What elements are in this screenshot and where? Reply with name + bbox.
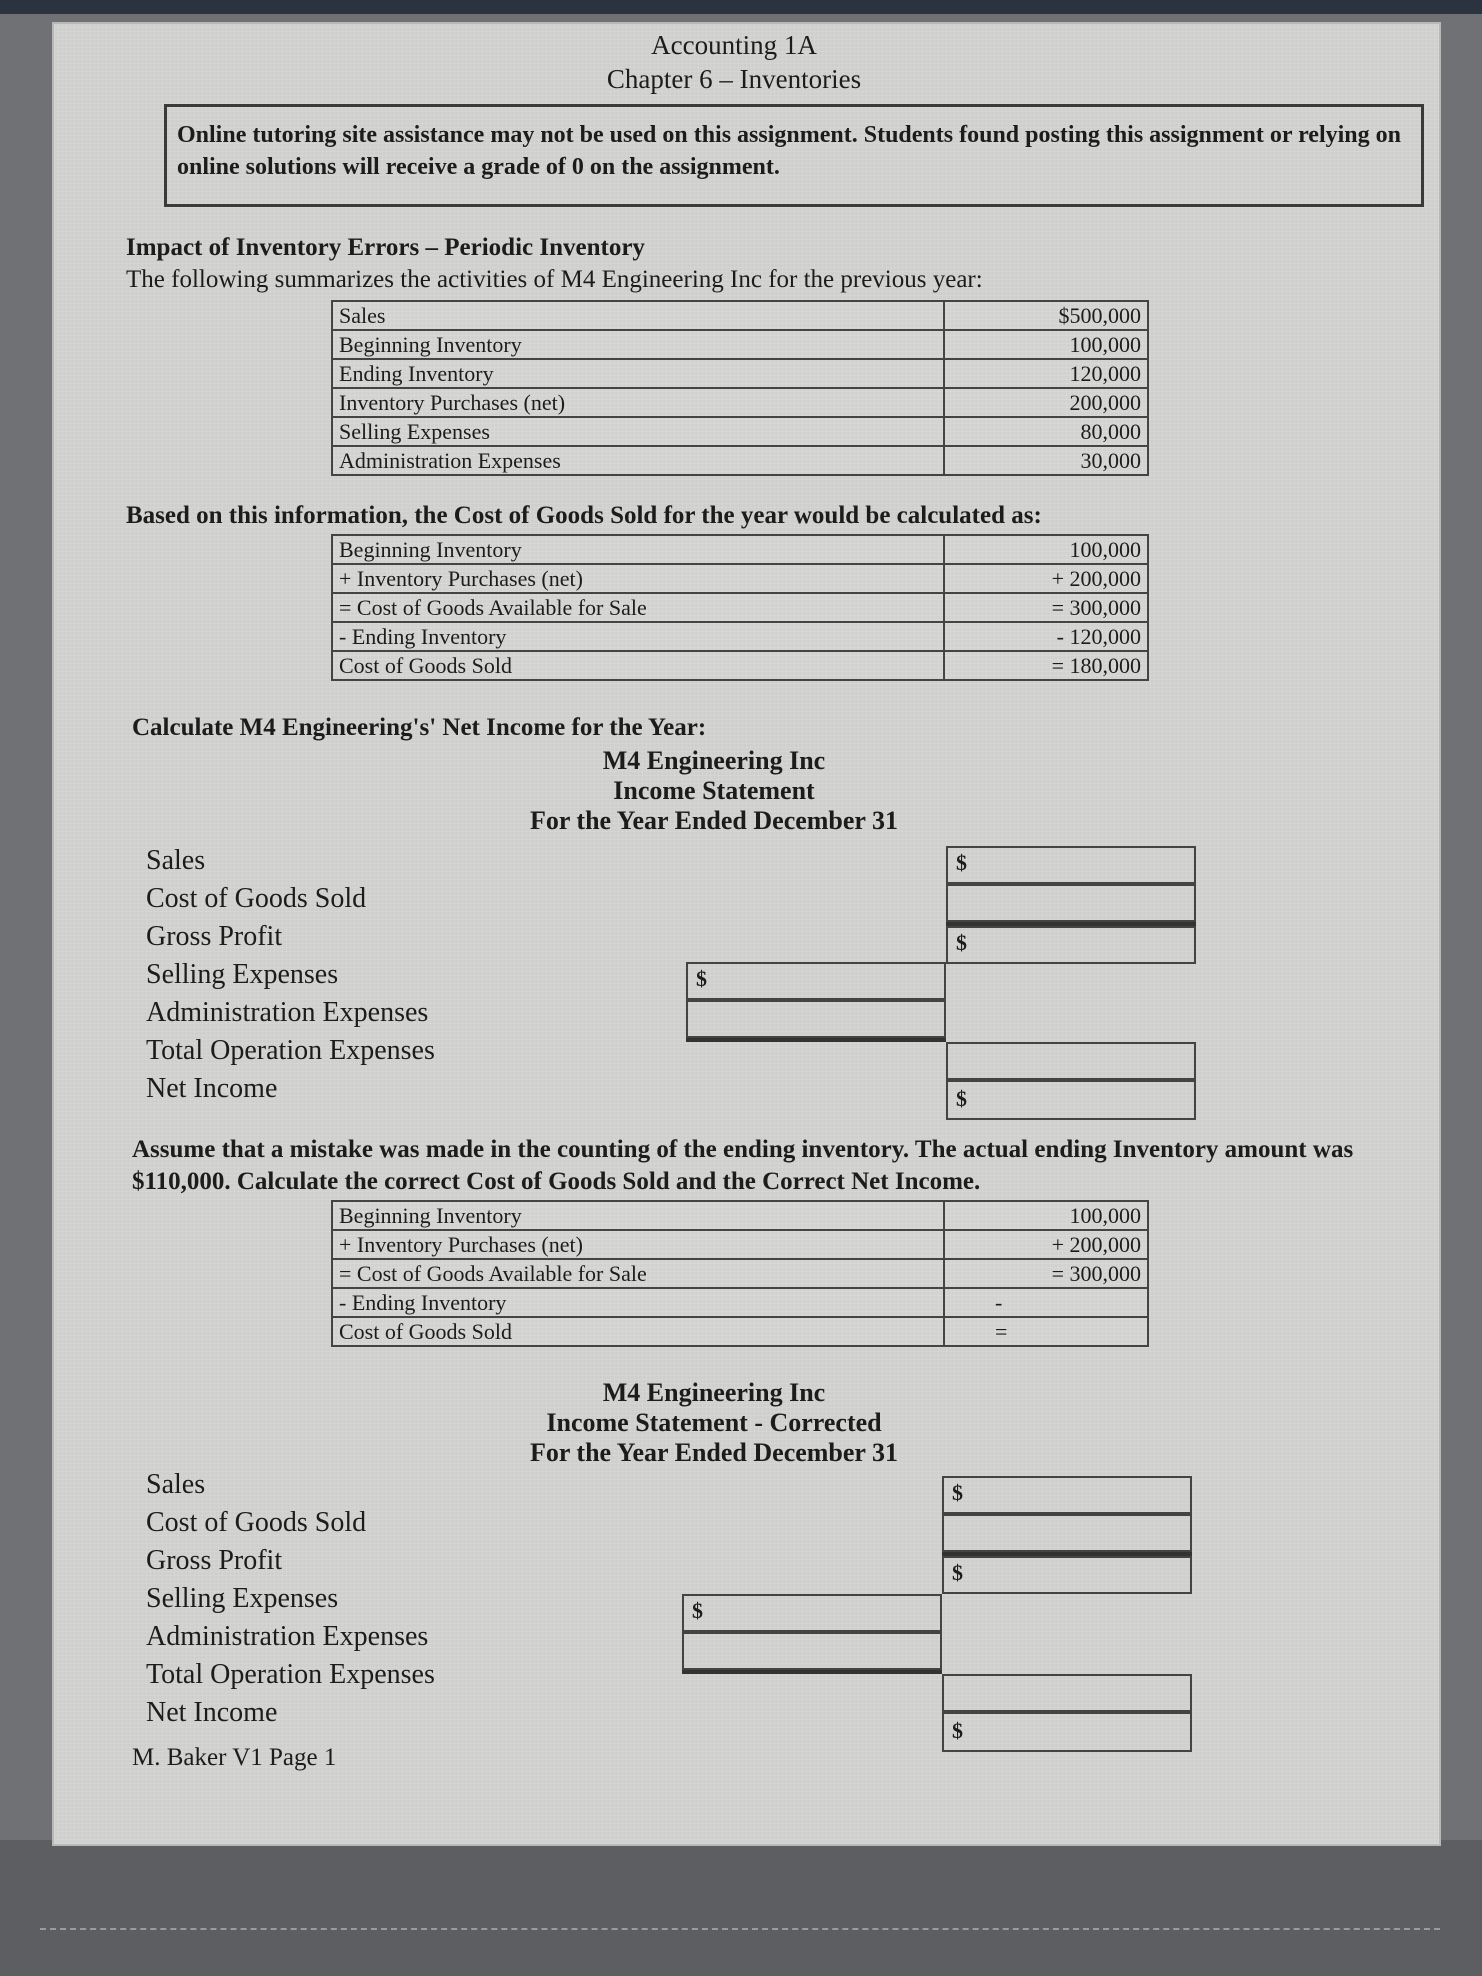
dollar-sign: $	[696, 966, 707, 991]
line-net-income: Net Income	[146, 1697, 278, 1728]
dollar-sign: $	[692, 1598, 703, 1623]
line-sales: Sales	[146, 1469, 206, 1500]
table-row	[332, 301, 1148, 330]
row-label: Beginning Inventory	[332, 1201, 944, 1230]
line-gross-profit: Gross Profit	[146, 921, 283, 952]
cogs-table	[331, 534, 1149, 681]
row-label: = Cost of Goods Available for Sale	[332, 593, 944, 622]
cogs-intro: Based on this information, the Cost of Goods Sold for the year would be calculated as:	[126, 502, 1042, 529]
table-row	[332, 1201, 1148, 1230]
row-label: Beginning Inventory	[332, 535, 944, 564]
row-value: 120,000	[944, 359, 1148, 388]
row-value: 30,000	[944, 446, 1148, 475]
line-net-income: Net Income	[146, 1073, 278, 1104]
table-row	[332, 622, 1148, 651]
line-selling-expenses: Selling Expenses	[146, 959, 339, 990]
course-title: Accounting 1A	[651, 30, 817, 60]
table-row	[332, 593, 1148, 622]
row-label: Cost of Goods Sold	[332, 1317, 944, 1346]
sales-input-box[interactable]	[942, 1476, 1192, 1514]
row-label: + Inventory Purchases (net)	[332, 1230, 944, 1259]
table-row	[332, 330, 1148, 359]
corrected-cogs-table	[331, 1200, 1149, 1347]
line-total-operation-expenses: Total Operation Expenses	[146, 1035, 435, 1066]
statement-company: M4 Engineering Inc	[602, 746, 826, 775]
document-page	[52, 22, 1441, 1846]
row-value: = 180,000	[944, 651, 1148, 680]
row-value: - 120,000	[944, 622, 1148, 651]
table-row	[332, 1259, 1148, 1288]
line-gross-profit: Gross Profit	[146, 1545, 283, 1576]
net-income-input-box[interactable]	[942, 1712, 1192, 1752]
row-value: 100,000	[944, 330, 1148, 359]
line-total-operation-expenses: Total Operation Expenses	[146, 1659, 435, 1690]
chapter-title: Chapter 6 – Inventories	[606, 64, 862, 94]
notice-box	[164, 104, 1424, 207]
row-value-input[interactable]: -	[944, 1288, 1148, 1317]
dollar-sign: $	[952, 1480, 963, 1505]
net-income-prompt: Calculate M4 Engineering's' Net Income for the Year:	[132, 714, 707, 741]
page-footer: M. Baker V1 Page 1	[132, 1744, 337, 1771]
row-label: + Inventory Purchases (net)	[332, 564, 944, 593]
table-row	[332, 1317, 1148, 1346]
row-value-input[interactable]: =	[944, 1317, 1148, 1346]
divider	[40, 1928, 1440, 1930]
row-label: Beginning Inventory	[332, 330, 944, 359]
dollar-sign: $	[956, 930, 967, 955]
table-row	[332, 1288, 1148, 1317]
selling-expenses-input-box[interactable]	[682, 1594, 942, 1632]
monitor-top-bezel	[0, 0, 1482, 14]
table-row	[332, 1230, 1148, 1259]
admin-expenses-input-box[interactable]	[686, 1000, 946, 1038]
cogs-input-box[interactable]	[942, 1514, 1192, 1552]
mistake-text: Assume that a mistake was made in the counting of the ending inventory. The actual ending Inventory amount was $110,000. Calculate the correct Cost of Goods Sold and the Correct Net Income.	[132, 1136, 1354, 1195]
row-label: = Cost of Goods Available for Sale	[332, 1259, 944, 1288]
row-label: - Ending Inventory	[332, 622, 944, 651]
dollar-sign: $	[956, 1086, 967, 1111]
selling-expenses-input-box[interactable]	[686, 962, 946, 1000]
table-row	[332, 417, 1148, 446]
cogs-input-box[interactable]	[946, 884, 1196, 922]
screen-bottom-area	[0, 1840, 1482, 1976]
line-cogs: Cost of Goods Sold	[146, 883, 367, 914]
row-value: $500,000	[944, 301, 1148, 330]
row-value: + 200,000	[944, 1230, 1148, 1259]
gross-profit-input-box[interactable]	[946, 926, 1196, 964]
table-row	[332, 651, 1148, 680]
row-label: Cost of Goods Sold	[332, 651, 944, 680]
statement-period: For the Year Ended December 31	[529, 806, 899, 835]
line-selling-expenses: Selling Expenses	[146, 1583, 339, 1614]
underline	[686, 1038, 946, 1042]
notice-text: Online tutoring site assistance may not be used on this assignment. Students found posting this assignment or relying on online solutions will receive a grade of 0 on the assignment.	[177, 122, 1401, 180]
dollar-sign: $	[952, 1560, 963, 1585]
total-operation-expenses-input-box[interactable]	[946, 1042, 1196, 1080]
table-row	[332, 564, 1148, 593]
row-value: 200,000	[944, 388, 1148, 417]
line-admin-expenses: Administration Expenses	[146, 1621, 429, 1652]
gross-profit-input-box[interactable]	[942, 1556, 1192, 1594]
admin-expenses-input-box[interactable]	[682, 1632, 942, 1670]
row-value: + 200,000	[944, 564, 1148, 593]
table-row	[332, 535, 1148, 564]
section-intro: The following summarizes the activities of M4 Engineering Inc for the previous year:	[126, 266, 983, 293]
line-admin-expenses: Administration Expenses	[146, 997, 429, 1028]
row-value: = 300,000	[944, 593, 1148, 622]
line-sales: Sales	[146, 845, 206, 876]
statement-title: Income Statement - Corrected	[546, 1408, 882, 1437]
table-row	[332, 388, 1148, 417]
row-label: Inventory Purchases (net)	[332, 388, 944, 417]
row-label: Administration Expenses	[332, 446, 944, 475]
income-statement-labels	[146, 842, 435, 1108]
row-label: Ending Inventory	[332, 359, 944, 388]
row-value: 100,000	[944, 535, 1148, 564]
dollar-sign: $	[956, 850, 967, 875]
section-title: Impact of Inventory Errors – Periodic Inventory	[126, 234, 645, 261]
line-cogs: Cost of Goods Sold	[146, 1507, 367, 1538]
table-row	[332, 359, 1148, 388]
row-label: - Ending Inventory	[332, 1288, 944, 1317]
table-row	[332, 446, 1148, 475]
statement-company: M4 Engineering Inc	[602, 1378, 826, 1407]
sales-input-box[interactable]	[946, 846, 1196, 884]
row-value: 100,000	[944, 1201, 1148, 1230]
dollar-sign: $	[952, 1718, 963, 1743]
row-value: 80,000	[944, 417, 1148, 446]
statement-title: Income Statement	[613, 776, 815, 805]
total-operation-expenses-input-box[interactable]	[942, 1674, 1192, 1712]
income-statement-labels	[146, 1466, 435, 1732]
row-value: = 300,000	[944, 1259, 1148, 1288]
row-label: Sales	[332, 301, 944, 330]
underline	[682, 1670, 942, 1674]
row-label: Selling Expenses	[332, 417, 944, 446]
activities-table	[331, 300, 1149, 476]
net-income-input-box[interactable]	[946, 1080, 1196, 1120]
statement-period: For the Year Ended December 31	[529, 1438, 899, 1467]
